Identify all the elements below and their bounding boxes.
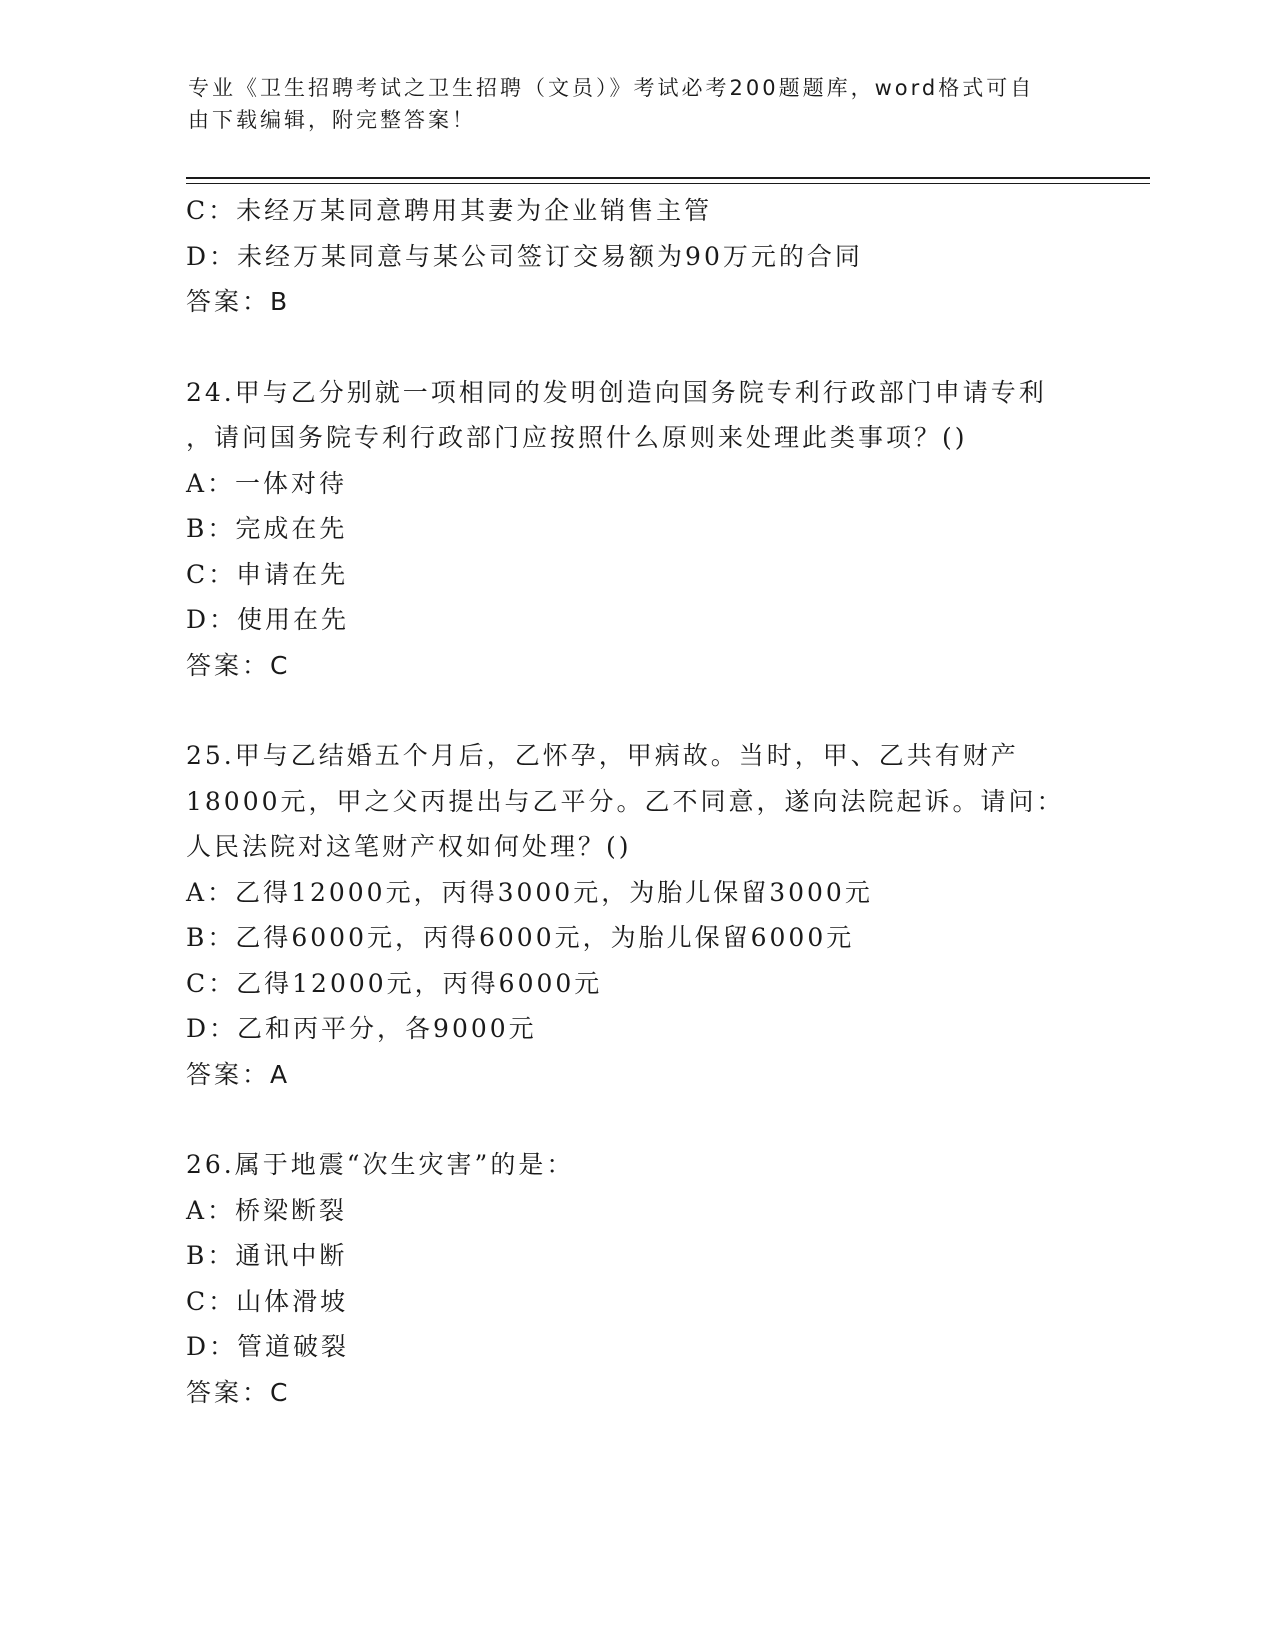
question-text: ，请问国务院专利行政部门应按照什么原则来处理此类事项？() (186, 423, 968, 452)
document-header (188, 72, 1068, 136)
question-block-24 (186, 370, 1106, 689)
option-a: A：一体对待 (186, 468, 348, 498)
header-rule-thin (186, 183, 1150, 184)
header-rule-thick (186, 177, 1150, 179)
question-block-25 (186, 733, 1106, 1097)
question-text: 24.甲与乙分别就一项相同的发明创造向国务院专利行政部门申请专利 (186, 377, 1047, 407)
question-block-26 (186, 1142, 1106, 1415)
option-a: A：乙得12000元，丙得3000元，为胎儿保留3000元 (186, 877, 873, 907)
option-d: D：使用在先 (186, 605, 350, 634)
option-b: B：完成在先 (186, 514, 348, 543)
answer: 答案：C (186, 1377, 291, 1407)
question-text: 18000元，甲之父丙提出与乙平分。乙不同意，遂向法院起诉。请问： (186, 786, 1065, 816)
answer: 答案：A (186, 1059, 291, 1089)
answer: 答案：B (186, 287, 291, 316)
answer: 答案：C (186, 650, 291, 680)
option-b: B：通讯中断 (186, 1241, 348, 1270)
option-c: C：乙得12000元，丙得6000元 (186, 968, 603, 998)
question-block-23 (186, 188, 1106, 325)
option-d: D：管道破裂 (186, 1332, 350, 1361)
option-c: C：申请在先 (186, 559, 349, 589)
option-d: D：未经万某同意与某公司签订交易额为90万元的合同 (186, 241, 863, 271)
option-d: D：乙和丙平分，各9000元 (186, 1014, 537, 1043)
header-line-1: 专业《卫生招聘考试之卫生招聘（文员）》考试必考200题题库，word格式可自 (188, 76, 1035, 100)
question-text: 人民法院对这笔财产权如何处理？() (186, 832, 632, 861)
option-b: B：乙得6000元，丙得6000元，为胎儿保留6000元 (186, 923, 855, 952)
header-line-2: 由下载编辑，附完整答案！ (188, 108, 476, 132)
option-c: C：未经万某同意聘用其妻为企业销售主管 (186, 196, 713, 225)
question-text: 26.属于地震“次生灾害”的是： (186, 1150, 575, 1179)
question-text: 25.甲与乙结婚五个月后，乙怀孕，甲病故。当时，甲、乙共有财产 (186, 741, 1019, 770)
option-a: A：桥梁断裂 (186, 1195, 348, 1225)
option-c: C：山体滑坡 (186, 1286, 349, 1316)
document-body (186, 188, 1106, 1415)
